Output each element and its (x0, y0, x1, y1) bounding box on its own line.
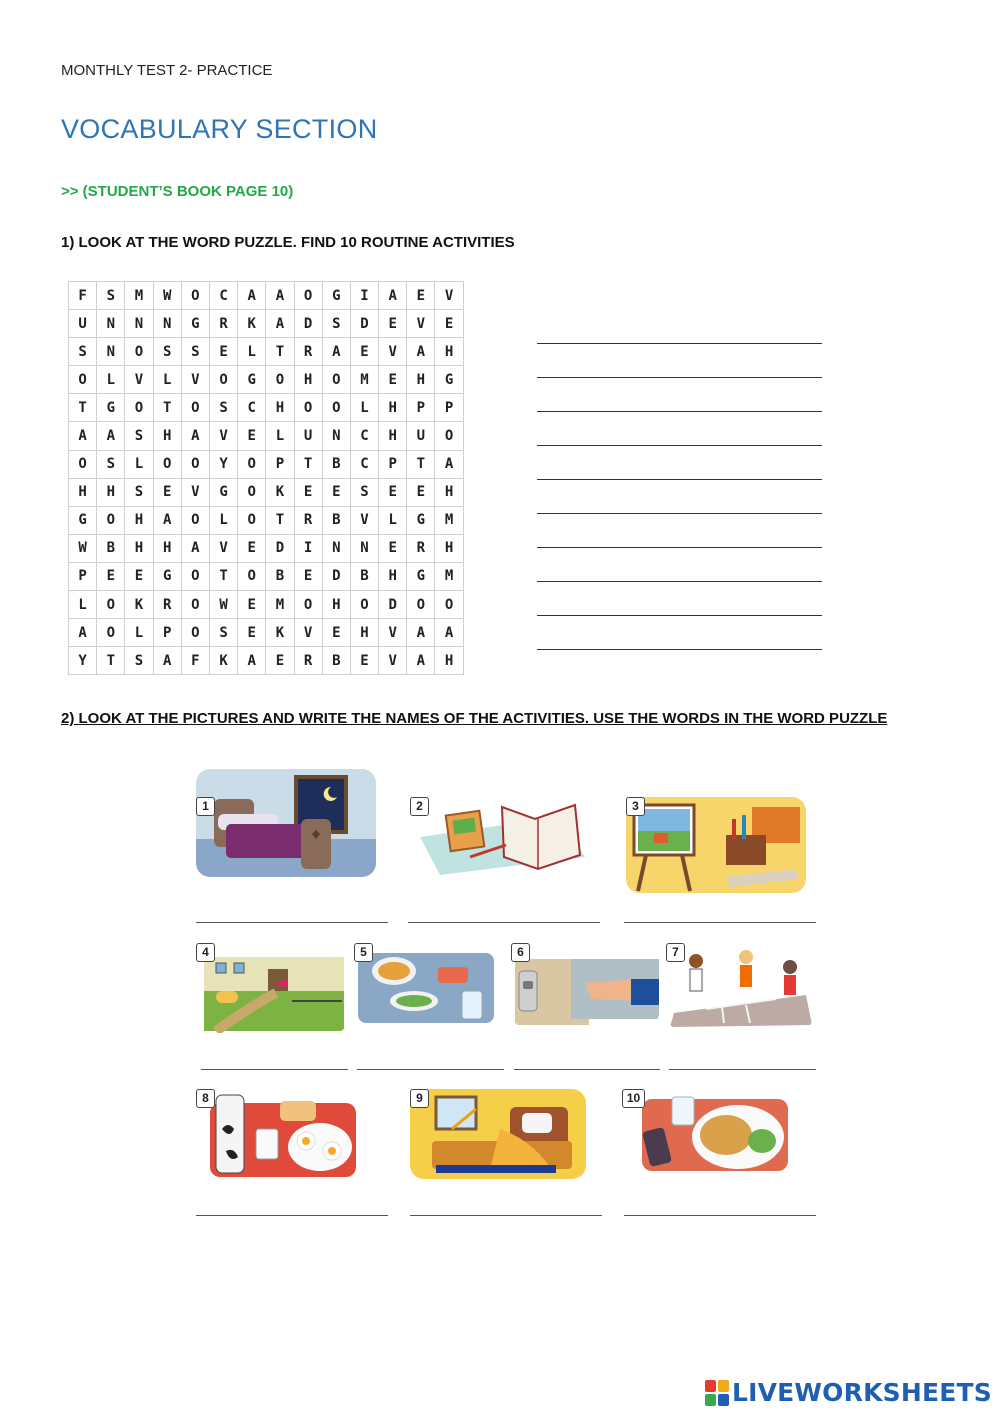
puzzle-cell[interactable]: O (294, 394, 322, 422)
puzzle-cell[interactable]: F (69, 282, 97, 310)
puzzle-cell[interactable]: P (266, 450, 294, 478)
puzzle-row (69, 366, 464, 394)
puzzle-cell[interactable]: A (153, 647, 181, 675)
puzzle-cell[interactable]: O (181, 591, 209, 619)
puzzle-cell[interactable]: O (238, 506, 266, 534)
puzzle-cell[interactable]: E (379, 534, 407, 562)
puzzle-cell[interactable]: B (322, 450, 350, 478)
puzzle-cell[interactable]: E (322, 619, 350, 647)
puzzle-cell[interactable]: E (435, 310, 463, 338)
puzzle-cell[interactable]: G (322, 282, 350, 310)
puzzle-cell[interactable]: G (435, 366, 463, 394)
puzzle-cell[interactable]: O (407, 591, 435, 619)
puzzle-cell[interactable]: B (266, 562, 294, 590)
puzzle-cell[interactable]: E (379, 310, 407, 338)
puzzle-cell[interactable]: A (153, 506, 181, 534)
bed-night-icon (196, 769, 376, 877)
puzzle-cell[interactable]: G (209, 478, 237, 506)
picture-5 (354, 943, 498, 1027)
puzzle-cell[interactable]: S (125, 647, 153, 675)
puzzle-cell[interactable]: T (266, 506, 294, 534)
puzzle-row (69, 422, 464, 450)
puzzle-cell[interactable]: V (294, 619, 322, 647)
answer-line[interactable] (537, 615, 822, 616)
puzzle-cell[interactable]: A (407, 647, 435, 675)
puzzle-cell[interactable]: U (69, 310, 97, 338)
puzzle-cell[interactable]: G (97, 394, 125, 422)
section-title: VOCABULARY SECTION (61, 114, 378, 144)
puzzle-cell[interactable]: A (69, 422, 97, 450)
picture-number: 9 (410, 1089, 429, 1108)
answer-line (201, 1069, 348, 1070)
puzzle-cell[interactable]: A (407, 619, 435, 647)
answer-line[interactable] (537, 547, 822, 548)
puzzle-cell[interactable]: E (238, 619, 266, 647)
puzzle-cell[interactable]: R (209, 310, 237, 338)
puzzle-row (69, 338, 464, 366)
puzzle-cell[interactable]: O (322, 366, 350, 394)
puzzle-cell[interactable]: S (209, 619, 237, 647)
puzzle-cell[interactable]: O (322, 394, 350, 422)
puzzle-cell[interactable]: H (379, 394, 407, 422)
puzzle-cell[interactable]: L (266, 422, 294, 450)
puzzle-row (69, 450, 464, 478)
puzzle-cell[interactable]: K (238, 310, 266, 338)
puzzle-cell[interactable]: T (97, 647, 125, 675)
puzzle-cell[interactable]: L (238, 338, 266, 366)
puzzle-cell[interactable]: S (69, 338, 97, 366)
puzzle-cell[interactable]: E (379, 366, 407, 394)
answer-line (410, 1215, 602, 1216)
puzzle-cell[interactable]: B (350, 562, 378, 590)
puzzle-cell[interactable]: D (294, 310, 322, 338)
puzzle-cell[interactable]: O (294, 282, 322, 310)
liveworksheets-logo-icon (705, 1380, 729, 1406)
puzzle-cell[interactable]: H (379, 562, 407, 590)
puzzle-cell[interactable]: V (350, 506, 378, 534)
puzzle-cell[interactable]: A (322, 338, 350, 366)
puzzle-cell[interactable]: T (153, 394, 181, 422)
puzzle-cell[interactable]: D (266, 534, 294, 562)
puzzle-cell[interactable]: B (97, 534, 125, 562)
puzzle-cell[interactable]: H (125, 506, 153, 534)
picture-number: 3 (626, 797, 645, 816)
answer-line (408, 922, 600, 923)
puzzle-cell[interactable]: M (435, 562, 463, 590)
answer-line (624, 1215, 816, 1216)
liveworksheets-logo (705, 1378, 992, 1407)
puzzle-cell[interactable]: L (209, 506, 237, 534)
puzzle-cell[interactable]: C (209, 282, 237, 310)
puzzle-cell[interactable]: P (379, 450, 407, 478)
puzzle-cell[interactable]: O (181, 394, 209, 422)
puzzle-cell[interactable]: B (322, 647, 350, 675)
puzzle-cell[interactable]: E (209, 338, 237, 366)
puzzle-cell[interactable]: V (435, 282, 463, 310)
picture-9 (410, 1089, 586, 1179)
puzzle-cell[interactable]: L (379, 506, 407, 534)
puzzle-cell[interactable]: G (407, 562, 435, 590)
puzzle-cell[interactable]: O (125, 338, 153, 366)
puzzle-cell[interactable]: A (69, 619, 97, 647)
puzzle-row (69, 534, 464, 562)
picture-7 (666, 943, 814, 1029)
puzzle-cell[interactable]: N (97, 310, 125, 338)
puzzle-cell[interactable]: E (350, 338, 378, 366)
picture-number: 6 (511, 943, 530, 962)
puzzle-cell[interactable]: A (435, 619, 463, 647)
picture-number: 5 (354, 943, 373, 962)
puzzle-row (69, 478, 464, 506)
puzzle-cell[interactable]: G (238, 366, 266, 394)
puzzle-cell[interactable]: H (350, 619, 378, 647)
puzzle-cell[interactable]: U (407, 422, 435, 450)
puzzle-row (69, 394, 464, 422)
puzzle-cell[interactable]: D (379, 591, 407, 619)
document-header: MONTHLY TEST 2- PRACTICE (61, 62, 273, 79)
answer-line[interactable] (537, 377, 822, 378)
puzzle-cell[interactable]: I (350, 282, 378, 310)
puzzle-cell[interactable]: V (379, 647, 407, 675)
puzzle-cell[interactable]: K (209, 647, 237, 675)
puzzle-cell[interactable]: E (379, 478, 407, 506)
puzzle-cell[interactable]: H (435, 478, 463, 506)
book-reference: >> (STUDENT’S BOOK PAGE 10) (61, 183, 294, 200)
puzzle-cell[interactable]: L (125, 619, 153, 647)
answer-line[interactable] (537, 513, 822, 514)
puzzle-cell[interactable]: M (125, 282, 153, 310)
puzzle-cell[interactable]: R (153, 591, 181, 619)
puzzle-cell[interactable]: A (181, 534, 209, 562)
puzzle-cell[interactable]: Y (69, 647, 97, 675)
puzzle-cell[interactable]: N (153, 310, 181, 338)
puzzle-cell[interactable]: E (153, 478, 181, 506)
picture-number: 8 (196, 1089, 215, 1108)
answer-line[interactable] (537, 479, 822, 480)
puzzle-cell[interactable]: V (379, 338, 407, 366)
puzzle-cell[interactable]: O (435, 591, 463, 619)
puzzle-cell[interactable]: H (322, 591, 350, 619)
puzzle-cell[interactable]: L (69, 591, 97, 619)
puzzle-cell[interactable]: T (69, 394, 97, 422)
puzzle-cell[interactable]: Y (209, 450, 237, 478)
puzzle-cell[interactable]: H (379, 422, 407, 450)
puzzle-cell[interactable]: S (350, 478, 378, 506)
puzzle-cell[interactable]: O (181, 506, 209, 534)
answer-line (669, 1069, 816, 1070)
picture-3 (626, 797, 806, 893)
puzzle-cell[interactable]: H (294, 366, 322, 394)
puzzle-cell[interactable]: P (435, 394, 463, 422)
puzzle-cell[interactable]: I (294, 534, 322, 562)
puzzle-cell[interactable]: L (350, 394, 378, 422)
word-puzzle-grid (68, 281, 464, 675)
puzzle-cell[interactable]: C (350, 450, 378, 478)
puzzle-row (69, 562, 464, 590)
answer-line[interactable] (537, 581, 822, 582)
puzzle-row (69, 619, 464, 647)
puzzle-cell[interactable]: O (209, 366, 237, 394)
homework-icon (410, 797, 590, 879)
puzzle-cell[interactable]: W (69, 534, 97, 562)
puzzle-cell[interactable]: H (435, 647, 463, 675)
puzzle-cell[interactable]: R (294, 647, 322, 675)
puzzle-cell[interactable]: D (322, 562, 350, 590)
puzzle-cell[interactable]: E (407, 282, 435, 310)
puzzle-cell[interactable]: N (322, 534, 350, 562)
puzzle-cell[interactable]: C (350, 422, 378, 450)
puzzle-cell[interactable]: W (153, 282, 181, 310)
puzzle-cell[interactable]: V (407, 310, 435, 338)
walk-home-icon (196, 943, 348, 1033)
puzzle-cell[interactable]: S (125, 478, 153, 506)
puzzle-cell[interactable]: E (294, 562, 322, 590)
puzzle-cell[interactable]: T (266, 338, 294, 366)
puzzle-cell[interactable]: U (294, 422, 322, 450)
puzzle-cell[interactable]: H (435, 338, 463, 366)
question-2: 2) LOOK AT THE PICTURES AND WRITE THE NAMES OF THE ACTIVITIES. USE THE WORDS IN THE WORD PUZZLE (61, 710, 888, 727)
puzzle-row (69, 506, 464, 534)
puzzle-cell[interactable]: A (407, 338, 435, 366)
picture-number: 10 (622, 1089, 645, 1108)
door-handle-icon (511, 943, 659, 1027)
puzzle-cell[interactable]: E (125, 562, 153, 590)
puzzle-cell[interactable]: S (97, 450, 125, 478)
puzzle-row (69, 647, 464, 675)
picture-10 (622, 1089, 790, 1175)
puzzle-cell[interactable]: R (294, 506, 322, 534)
puzzle-cell[interactable]: O (97, 619, 125, 647)
puzzle-cell[interactable]: K (266, 619, 294, 647)
puzzle-cell[interactable]: O (238, 562, 266, 590)
puzzle-cell[interactable]: O (69, 450, 97, 478)
puzzle-cell[interactable]: T (294, 450, 322, 478)
puzzle-cell[interactable]: L (97, 366, 125, 394)
answer-line[interactable] (537, 445, 822, 446)
puzzle-cell[interactable]: C (238, 394, 266, 422)
puzzle-cell[interactable]: H (407, 366, 435, 394)
puzzle-cell[interactable]: M (266, 591, 294, 619)
puzzle-cell[interactable]: V (181, 366, 209, 394)
answer-line (357, 1069, 504, 1070)
answer-line[interactable] (537, 649, 822, 650)
morning-bed-icon (410, 1089, 586, 1179)
answer-line (196, 1215, 388, 1216)
puzzle-cell[interactable]: L (153, 366, 181, 394)
puzzle-cell[interactable]: A (181, 422, 209, 450)
puzzle-cell[interactable]: O (69, 366, 97, 394)
puzzle-cell[interactable]: N (97, 338, 125, 366)
puzzle-cell[interactable]: K (125, 591, 153, 619)
puzzle-cell[interactable]: H (153, 422, 181, 450)
puzzle-cell[interactable]: O (266, 366, 294, 394)
picture-number: 1 (196, 797, 215, 816)
puzzle-cell[interactable]: G (153, 562, 181, 590)
picture-4 (196, 943, 348, 1033)
puzzle-cell[interactable]: V (209, 534, 237, 562)
puzzle-cell[interactable]: O (238, 478, 266, 506)
picture-number: 4 (196, 943, 215, 962)
puzzle-cell[interactable]: S (181, 338, 209, 366)
puzzle-cell[interactable]: O (435, 422, 463, 450)
puzzle-cell[interactable]: F (181, 647, 209, 675)
answer-line (196, 922, 388, 923)
puzzle-cell[interactable]: G (181, 310, 209, 338)
puzzle-cell[interactable]: A (379, 282, 407, 310)
puzzle-cell[interactable]: P (69, 562, 97, 590)
puzzle-cell[interactable]: E (238, 422, 266, 450)
breakfast-icon (196, 1089, 358, 1179)
children-playing-icon (666, 943, 814, 1029)
puzzle-cell[interactable]: O (97, 506, 125, 534)
puzzle-cell[interactable]: E (266, 647, 294, 675)
puzzle-cell[interactable]: O (294, 591, 322, 619)
puzzle-cell[interactable]: S (209, 394, 237, 422)
puzzle-cell[interactable]: V (181, 478, 209, 506)
puzzle-row (69, 282, 464, 310)
puzzle-cell[interactable]: V (379, 619, 407, 647)
puzzle-cell[interactable]: S (97, 282, 125, 310)
puzzle-cell[interactable]: R (294, 338, 322, 366)
puzzle-cell[interactable]: O (181, 619, 209, 647)
dinner-plate-icon (622, 1089, 790, 1175)
puzzle-row (69, 591, 464, 619)
puzzle-cell[interactable]: H (125, 534, 153, 562)
puzzle-cell[interactable]: E (350, 647, 378, 675)
picture-number: 7 (666, 943, 685, 962)
puzzle-cell[interactable]: M (435, 506, 463, 534)
puzzle-cell[interactable]: A (97, 422, 125, 450)
puzzle-cell[interactable]: O (97, 591, 125, 619)
picture-number: 2 (410, 797, 429, 816)
puzzle-cell[interactable]: A (238, 282, 266, 310)
puzzle-cell[interactable]: G (407, 506, 435, 534)
puzzle-cell[interactable]: E (294, 478, 322, 506)
puzzle-cell[interactable]: B (322, 506, 350, 534)
puzzle-cell[interactable]: M (350, 366, 378, 394)
picture-1 (196, 769, 376, 877)
answer-line (514, 1069, 660, 1070)
answer-line[interactable] (537, 411, 822, 412)
puzzle-cell[interactable]: O (125, 394, 153, 422)
puzzle-cell[interactable]: E (407, 478, 435, 506)
puzzle-cell[interactable]: H (266, 394, 294, 422)
puzzle-cell[interactable]: O (153, 450, 181, 478)
picture-2 (410, 797, 590, 879)
puzzle-cell[interactable]: O (350, 591, 378, 619)
puzzle-cell[interactable]: L (125, 450, 153, 478)
puzzle-cell[interactable]: W (209, 591, 237, 619)
puzzle-cell[interactable]: S (153, 338, 181, 366)
puzzle-cell[interactable]: A (266, 310, 294, 338)
puzzle-cell[interactable]: O (238, 450, 266, 478)
lunch-tray-icon (354, 943, 498, 1027)
puzzle-cell[interactable]: T (209, 562, 237, 590)
puzzle-cell[interactable]: S (125, 422, 153, 450)
painting-easel-icon (626, 797, 806, 893)
answer-line[interactable] (537, 343, 822, 344)
answer-line (624, 922, 816, 923)
puzzle-cell[interactable]: G (69, 506, 97, 534)
puzzle-cell[interactable]: O (181, 282, 209, 310)
puzzle-cell[interactable]: A (266, 282, 294, 310)
puzzle-cell[interactable]: E (238, 534, 266, 562)
question-1: 1) LOOK AT THE WORD PUZZLE. FIND 10 ROUTINE ACTIVITIES (61, 234, 515, 251)
puzzle-cell[interactable]: S (322, 310, 350, 338)
puzzle-cell[interactable]: R (407, 534, 435, 562)
puzzle-cell[interactable]: H (435, 534, 463, 562)
puzzle-cell[interactable]: A (238, 647, 266, 675)
puzzle-cell[interactable]: P (407, 394, 435, 422)
puzzle-cell[interactable]: V (209, 422, 237, 450)
puzzle-cell[interactable]: T (407, 450, 435, 478)
puzzle-cell[interactable]: O (181, 562, 209, 590)
puzzle-cell[interactable]: O (181, 450, 209, 478)
puzzle-row (69, 310, 464, 338)
puzzle-cell[interactable]: N (322, 422, 350, 450)
puzzle-cell[interactable]: D (350, 310, 378, 338)
puzzle-cell[interactable]: H (153, 534, 181, 562)
puzzle-cell[interactable]: V (125, 366, 153, 394)
picture-6 (511, 943, 659, 1027)
logo-text: LIVEWORKSHEETS (731, 1378, 992, 1407)
puzzle-cell[interactable]: N (350, 534, 378, 562)
puzzle-cell[interactable]: H (69, 478, 97, 506)
puzzle-cell[interactable]: H (97, 478, 125, 506)
puzzle-cell[interactable]: E (97, 562, 125, 590)
puzzle-cell[interactable]: E (238, 591, 266, 619)
puzzle-cell[interactable]: P (153, 619, 181, 647)
puzzle-cell[interactable]: A (435, 450, 463, 478)
puzzle-cell[interactable]: E (322, 478, 350, 506)
puzzle-cell[interactable]: K (266, 478, 294, 506)
puzzle-cell[interactable]: N (125, 310, 153, 338)
picture-8 (196, 1089, 358, 1179)
